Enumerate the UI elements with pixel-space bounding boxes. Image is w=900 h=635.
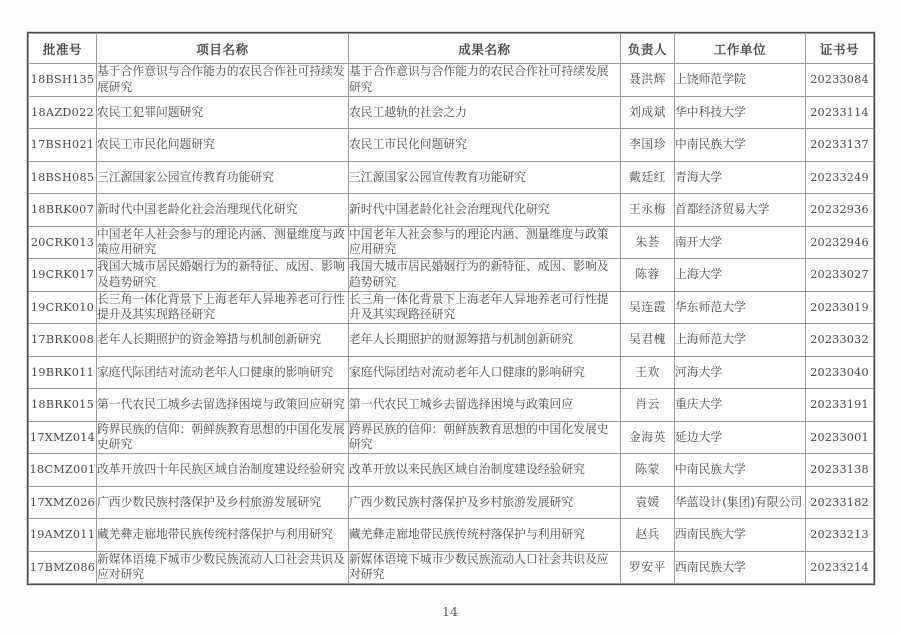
cell-certificate-no: 20233137 (806, 129, 874, 162)
cell-project-name: 第一代农民工城乡去留选择困境与政策回应研究 (97, 389, 349, 422)
cell-organization: 青海大学 (675, 161, 806, 194)
cell-approval-no: 20CRK013 (29, 226, 97, 259)
cell-project-name: 老年人长期照护的资金筹措与机制创新研究 (97, 324, 349, 357)
cell-person: 李国珍 (621, 129, 675, 162)
cell-result-name: 广西少数民族村落保护及乡村旅游发展研究 (349, 486, 621, 519)
cell-approval-no: 18BRK007 (29, 194, 97, 227)
cell-organization: 上海大学 (675, 259, 806, 292)
cell-approval-no: 18AZD022 (29, 96, 97, 129)
cell-result-name: 基于合作意识与合作能力的农民合作社可持续发展研究 (349, 64, 621, 97)
cell-approval-no: 19CRK010 (29, 291, 97, 324)
cell-project-name: 农民工犯罪问题研究 (97, 96, 349, 129)
cell-certificate-no: 20233001 (806, 421, 874, 454)
cell-project-name: 广西少数民族村落保护及乡村旅游发展研究 (97, 486, 349, 519)
cell-certificate-no: 20233191 (806, 389, 874, 422)
cell-project-name: 改革开放四十年民族区域自治制度建设经验研究 (97, 454, 349, 487)
cell-organization: 中南民族大学 (675, 454, 806, 487)
cell-person: 王欢 (621, 356, 675, 389)
cell-organization: 河海大学 (675, 356, 806, 389)
cell-approval-no: 17XMZ026 (29, 486, 97, 519)
table-header (29, 34, 874, 64)
cell-result-name: 长三角一体化背景下上海老年人异地养老可行性提升及其实现路径研究 (349, 291, 621, 324)
table-row (29, 551, 874, 584)
cell-organization: 上海师范大学 (675, 324, 806, 357)
cell-person: 陈蒙 (621, 454, 675, 487)
table-row (29, 356, 874, 389)
cell-organization: 西南民族大学 (675, 519, 806, 552)
cell-approval-no: 18BRK015 (29, 389, 97, 422)
cell-person: 陈蓉 (621, 259, 675, 292)
cell-result-name: 新媒体语境下城市少数民族流动人口社会共识及应对研究 (349, 551, 621, 584)
cell-certificate-no: 20233249 (806, 161, 874, 194)
cell-person: 赵兵 (621, 519, 675, 552)
cell-result-name: 第一代农民工城乡去留选择困境与政策回应 (349, 389, 621, 422)
cell-approval-no: 18CMZ001 (29, 454, 97, 487)
cell-person: 聂洪辉 (621, 64, 675, 97)
cell-approval-no: 18BSH085 (29, 161, 97, 194)
cell-approval-no: 17BRK008 (29, 324, 97, 357)
cell-approval-no: 19AMZ011 (29, 519, 97, 552)
cell-person: 吴连霞 (621, 291, 675, 324)
cell-result-name: 我国大城市居民婚姻行为的新特征、成因、影响及趋势研究 (349, 259, 621, 292)
cell-organization: 首都经济贸易大学 (675, 194, 806, 227)
page-number: 14 (442, 604, 458, 619)
table-row (29, 519, 874, 552)
table-row (29, 96, 874, 129)
cell-organization: 上饶师范学院 (675, 64, 806, 97)
cell-certificate-no: 20233027 (806, 259, 874, 292)
cell-certificate-no: 20233019 (806, 291, 874, 324)
cell-organization: 南开大学 (675, 226, 806, 259)
cell-approval-no: 17XMZ014 (29, 421, 97, 454)
cell-project-name: 三江源国家公园宣传教育功能研究 (97, 161, 349, 194)
cell-project-name: 新媒体语境下城市少数民族流动人口社会共识及应对研究 (97, 551, 349, 584)
cell-person: 王永梅 (621, 194, 675, 227)
cell-organization: 中南民族大学 (675, 129, 806, 162)
cell-person: 刘成斌 (621, 96, 675, 129)
cell-result-name: 三江源国家公园宣传教育功能研究 (349, 161, 621, 194)
cell-certificate-no: 20233114 (806, 96, 874, 129)
cell-certificate-no: 20233182 (806, 486, 874, 519)
table-row (29, 259, 874, 292)
cell-project-name: 我国大城市居民婚姻行为的新特征、成因、影响及趋势研究 (97, 259, 349, 292)
table-row (29, 161, 874, 194)
cell-certificate-no: 20233084 (806, 64, 874, 97)
cell-certificate-no: 20233213 (806, 519, 874, 552)
cell-person: 肖云 (621, 389, 675, 422)
cell-certificate-no: 20233032 (806, 324, 874, 357)
cell-approval-no: 19BRK011 (29, 356, 97, 389)
table-row (29, 194, 874, 227)
cell-project-name: 跨界民族的信仰：朝鲜族教育思想的中国化发展史研究 (97, 421, 349, 454)
cell-organization: 延边大学 (675, 421, 806, 454)
cell-result-name: 老年人长期照护的财源筹措与机制创新研究 (349, 324, 621, 357)
cell-result-name: 农民工市民化问题研究 (349, 129, 621, 162)
cell-organization: 西南民族大学 (675, 551, 806, 584)
table-row (29, 129, 874, 162)
column-header-approval-no: 批准号 (29, 34, 97, 64)
cell-approval-no: 17BMZ086 (29, 551, 97, 584)
cell-person: 袁媛 (621, 486, 675, 519)
cell-organization: 重庆大学 (675, 389, 806, 422)
cell-result-name: 改革开放以来民族区域自治制度建设经验研究 (349, 454, 621, 487)
results-table (28, 33, 874, 584)
table-row (29, 486, 874, 519)
cell-project-name: 中国老年人社会参与的理论内涵、测量维度与政策应用研究 (97, 226, 349, 259)
table-row (29, 389, 874, 422)
cell-person: 戴廷红 (621, 161, 675, 194)
cell-result-name: 跨界民族的信仰：朝鲜族教育思想的中国化发展史研究 (349, 421, 621, 454)
cell-result-name: 藏羌彝走廊地带民族传统村落保护与利用研究 (349, 519, 621, 552)
cell-project-name: 农民工市民化问题研究 (97, 129, 349, 162)
cell-organization: 华东师范大学 (675, 291, 806, 324)
table-row (29, 291, 874, 324)
cell-project-name: 基于合作意识与合作能力的农民合作社可持续发展研究 (97, 64, 349, 97)
cell-certificate-no: 20233138 (806, 454, 874, 487)
cell-result-name: 农民工越轨的社会之力 (349, 96, 621, 129)
cell-person: 罗安平 (621, 551, 675, 584)
cell-result-name: 新时代中国老龄化社会治理现代化研究 (349, 194, 621, 227)
cell-project-name: 藏羌彝走廊地带民族传统村落保护与利用研究 (97, 519, 349, 552)
cell-result-name: 家庭代际团结对流动老年人口健康的影响研究 (349, 356, 621, 389)
table-row (29, 324, 874, 357)
table-header-row (29, 34, 874, 64)
table-body (29, 64, 874, 584)
table-row (29, 454, 874, 487)
table-row (29, 64, 874, 97)
cell-project-name: 新时代中国老龄化社会治理现代化研究 (97, 194, 349, 227)
cell-project-name: 长三角一体化背景下上海老年人异地养老可行性提升及其实现路径研究 (97, 291, 349, 324)
cell-approval-no: 19CRK017 (29, 259, 97, 292)
results-table-container (28, 33, 873, 584)
table-row (29, 226, 874, 259)
cell-certificate-no: 20233214 (806, 551, 874, 584)
cell-person: 朱荟 (621, 226, 675, 259)
cell-certificate-no: 20232946 (806, 226, 874, 259)
cell-person: 吴君槐 (621, 324, 675, 357)
column-header-person: 负责人 (621, 34, 675, 64)
column-header-project-name: 项目名称 (97, 34, 349, 64)
cell-project-name: 家庭代际团结对流动老年人口健康的影响研究 (97, 356, 349, 389)
cell-organization: 华中科技大学 (675, 96, 806, 129)
column-header-result-name: 成果名称 (349, 34, 621, 64)
table-row (29, 421, 874, 454)
cell-certificate-no: 20233040 (806, 356, 874, 389)
cell-result-name: 中国老年人社会参与的理论内涵、测量维度与政策应用研究 (349, 226, 621, 259)
cell-certificate-no: 20232936 (806, 194, 874, 227)
cell-approval-no: 18BSH135 (29, 64, 97, 97)
column-header-organization: 工作单位 (675, 34, 806, 64)
cell-organization: 华蓝设计(集团)有限公司 (675, 486, 806, 519)
cell-approval-no: 17BSH021 (29, 129, 97, 162)
column-header-certificate-no: 证书号 (806, 34, 874, 64)
cell-person: 金海英 (621, 421, 675, 454)
